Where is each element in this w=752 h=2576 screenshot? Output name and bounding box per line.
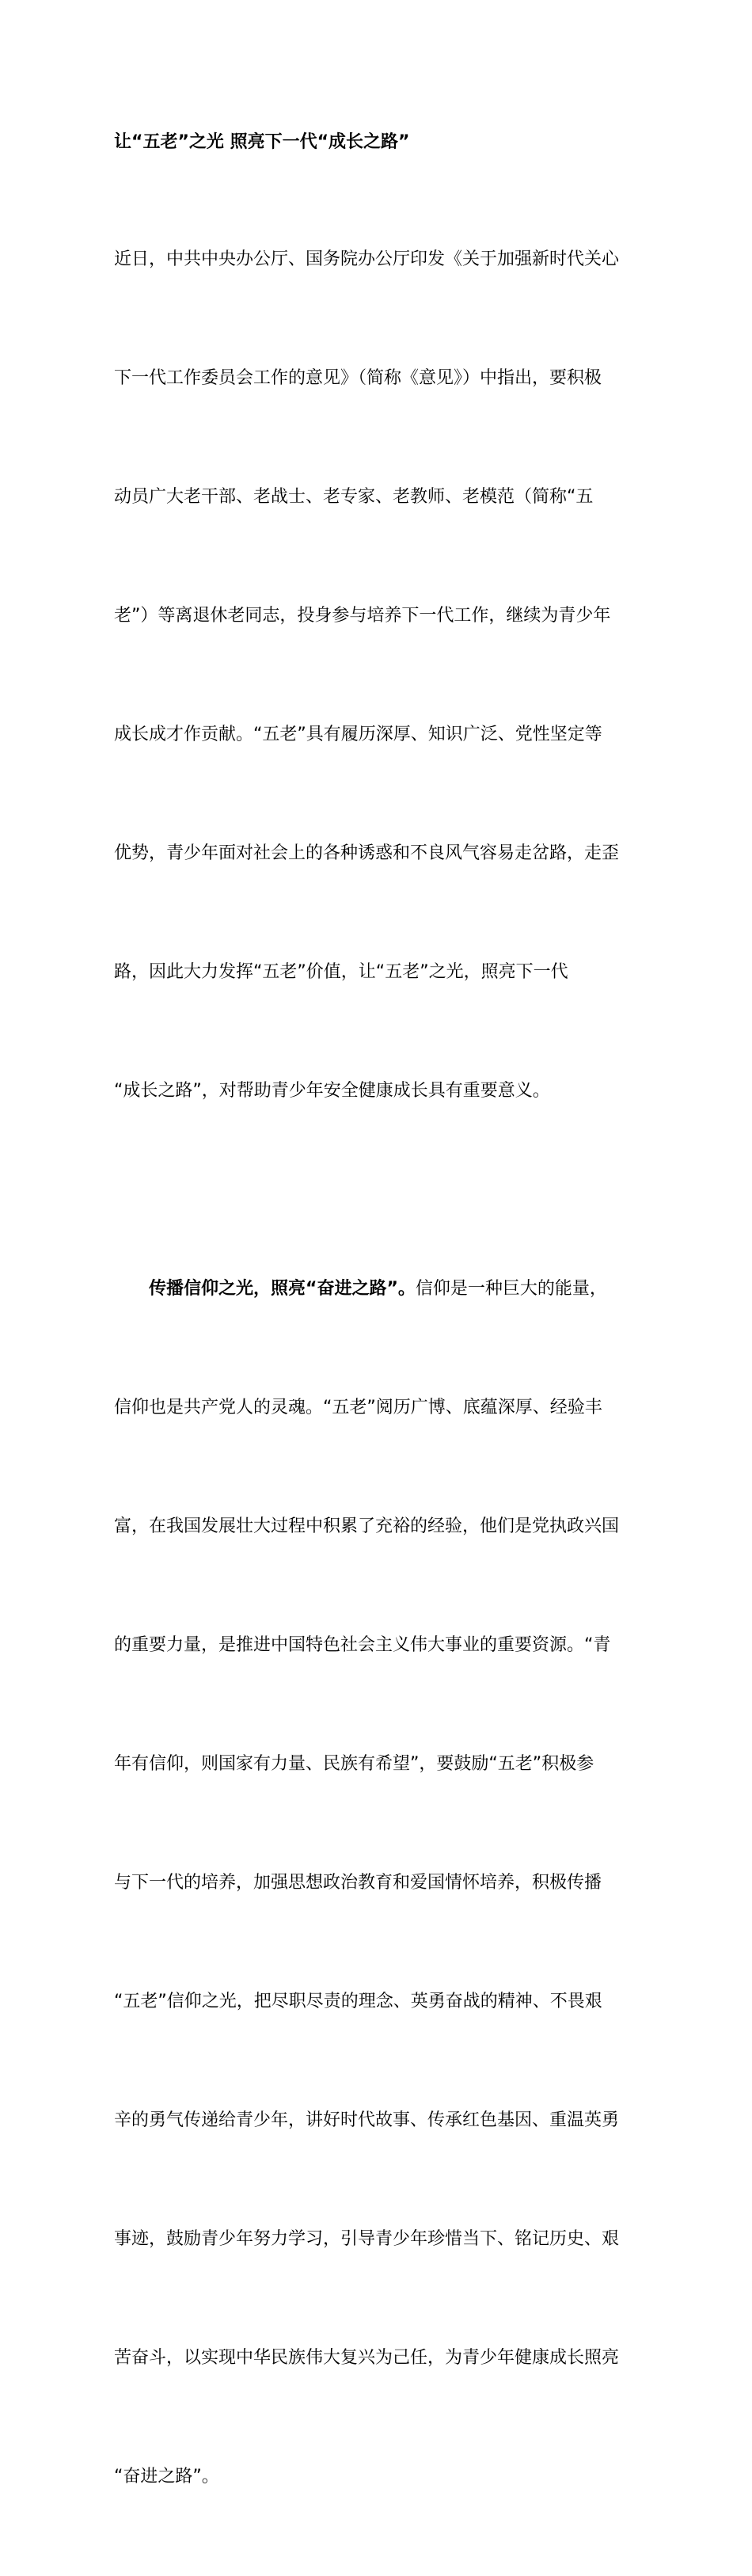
text-line: 下一代工作委员会工作的意见》（简称《意见》）中指出，要积极: [114, 368, 602, 388]
text-line: 苦奋斗，以实现中华民族伟大复兴为己任，为青少年健康成长照亮: [114, 2348, 620, 2368]
document-body: [114, 124, 629, 2576]
paragraph-first-line: [114, 1269, 629, 1309]
text-line: 路，因此大力发挥“五老”价值，让“五老”之光，照亮下一代: [114, 962, 568, 982]
text-line: “五老”信仰之光，把尽职尽责的理念、英勇奋战的精神、不畏艰: [114, 1992, 602, 2011]
text-line: “成长之路”，对帮助青少年安全健康成长具有重要意义。: [114, 1081, 550, 1101]
text-run: 信仰是一种巨大的能量，: [415, 1279, 607, 1299]
paragraph-intro: [114, 161, 629, 1190]
section-heading: 传播信仰之光，照亮“奋进之路”。: [149, 1279, 416, 1299]
article-title: 让“五老”之光 照亮下一代“成长之路”: [114, 132, 410, 152]
text-line: 成长成才作贡献。“五老”具有履历深厚、知识广泛、党性坚定等: [114, 725, 602, 744]
text-line: 富，在我国发展壮大过程中积累了充裕的经验，他们是党执政兴国: [114, 1516, 620, 1536]
text-line: 信仰也是共产党人的灵魂。“五老”阅历广博、底蕴深厚、经验丰: [114, 1398, 602, 1417]
text-line: “奋进之路”。: [114, 2467, 219, 2487]
text-line: 事迹，鼓励青少年努力学习，引导青少年珍惜当下、铭记历史、艰: [114, 2229, 620, 2249]
text-line: 优势，青少年面对社会上的各种诱惑和不良风气容易走岔路，走歪: [114, 843, 620, 863]
text-line: 与下一代的培养，加强思想政治教育和爱国情怀培养，积极传播: [114, 1873, 602, 1893]
text-line: 辛的勇气传递给青少年，讲好时代故事、传承红色基因、重温英勇: [114, 2110, 620, 2130]
text-line: 年有信仰，则国家有力量、民族有希望”，要鼓励“五老”积极参: [114, 1754, 594, 1774]
text-line: 动员广大老干部、老战士、老专家、老教师、老模范（简称“五: [114, 487, 594, 507]
text-line: 老”）等离退休老同志，投身参与培养下一代工作，继续为青少年: [114, 606, 611, 626]
text-line: 的重要力量，是推进中国特色社会主义伟大事业的重要资源。“青: [114, 1635, 611, 1655]
text-line: 近日，中共中央办公厅、国务院办公厅印发《关于加强新时代关心: [114, 249, 620, 269]
paragraph-faith: [114, 1190, 629, 2576]
